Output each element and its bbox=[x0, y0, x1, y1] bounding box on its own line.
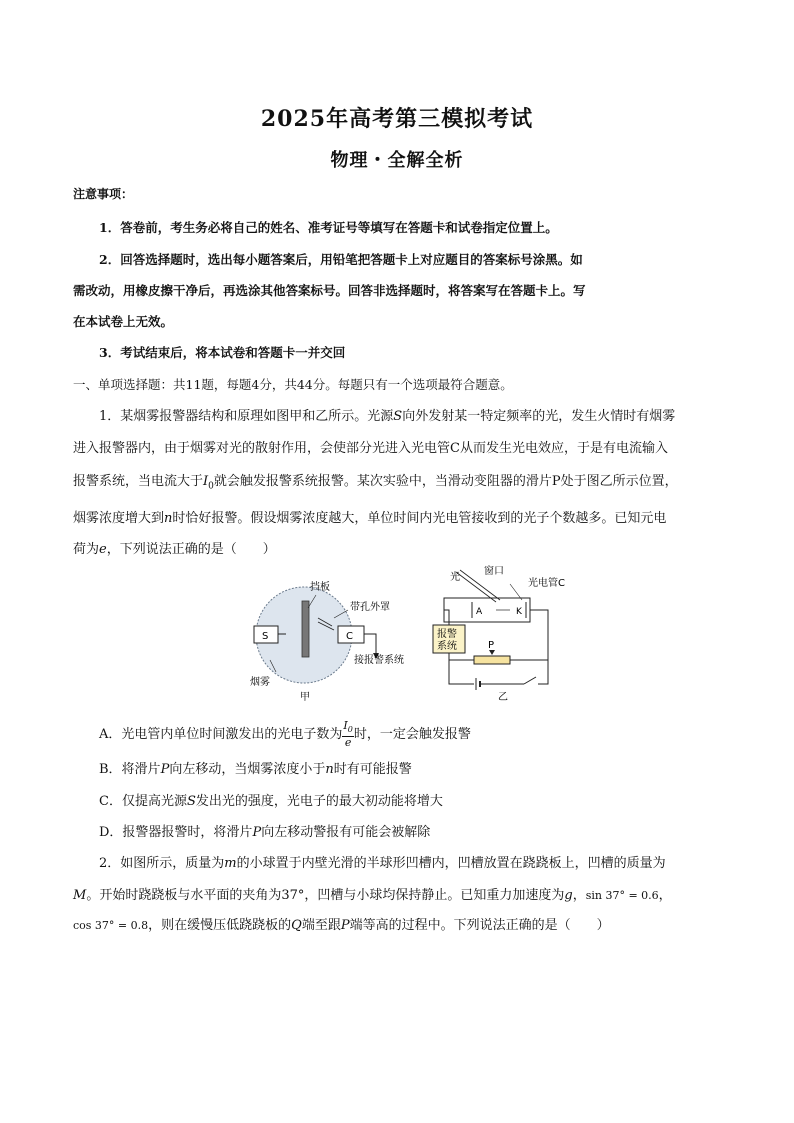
wire-bottom-left bbox=[449, 660, 474, 684]
section-heading: 一、单项选择题：共11题，每题4分，共44分。每题只有一个选项最符合题意。 bbox=[73, 377, 513, 392]
q2-line-3: cos 37° = 0.8，则在缓慢压低跷跷板的Q端至跟P端等高的过程中。下列说法正确的是（ ） bbox=[73, 918, 610, 933]
notice-item-2-line-3: 在本试卷上无效。 bbox=[73, 314, 174, 329]
alarm-label-1: 报警 bbox=[437, 629, 457, 640]
q1-option-a: A．光电管内单位时间激发出的光电子数为 $\frac{I_0}{e}$ 时，一定会触发报警 bbox=[99, 719, 471, 750]
cathode-label: K bbox=[516, 607, 522, 617]
figure-yi bbox=[433, 564, 565, 703]
switch-blade bbox=[524, 677, 536, 684]
caption-jia: 甲 bbox=[300, 692, 310, 703]
q1-line-4: 烟雾浓度增大到n时恰好报警。假设烟雾浓度越大，单位时间内光电管接收到的光子个数越多。已知元电 bbox=[73, 511, 667, 526]
q1-line-5: 荷为e，下列说法正确的是（ ） bbox=[73, 542, 276, 557]
q1-option-c: C．仅提高光源S发出光的强度，光电子的最大初动能将增大 bbox=[99, 794, 443, 809]
smoke-label: 烟雾 bbox=[250, 677, 270, 688]
figure-jia bbox=[250, 580, 404, 703]
window-label: 窗口 bbox=[484, 566, 504, 577]
alarm-lead-wire bbox=[364, 634, 376, 656]
to-alarm-label: 接报警系统 bbox=[354, 655, 404, 666]
q1-line-2: 进入报警器内，由于烟雾对光的散射作用，会使部分光进入光电管C从而发生光电效应，于是有电流输入 bbox=[73, 441, 668, 456]
q1-line-1: 1．某烟雾报警器结构和原理如图甲和乙所示。光源S向外发射某一特定频率的光，发生火情时有烟雾 bbox=[99, 409, 676, 424]
notice-item-2-line-2: 需改动，用橡皮擦干净后，再选涂其他答案标号。回答非选择题时，将答案写在答题卡上。写 bbox=[73, 283, 586, 298]
caption-yi: 乙 bbox=[498, 692, 508, 703]
notice-item-2-line-1: 2．回答选择题时，选出每小题答案后，用铅笔把答题卡上对应题目的答案标号涂黑。如 bbox=[99, 252, 583, 267]
tube-label: 光电管C bbox=[528, 578, 565, 589]
notice-item-1: 1．答卷前，考生务必将自己的姓名、准考证号等填写在答题卡和试卷指定位置上。 bbox=[99, 220, 558, 235]
notice-item-3: 3．考试结束后，将本试卷和答题卡一并交回 bbox=[99, 345, 346, 360]
page-subtitle: 物理・全解全析 bbox=[330, 150, 464, 171]
baffle-label: 挡板 bbox=[310, 582, 330, 593]
light-label: 光 bbox=[450, 572, 460, 583]
q2-line-1: 2．如图所示，质量为m的小球置于内壁光滑的半球形凹槽内，凹槽放置在跷跷板上，凹槽的质量为 bbox=[99, 856, 666, 871]
wire-bottom-right bbox=[538, 660, 548, 684]
q2-line-2: M。开始时跷跷板与水平面的夹角为37°，凹槽与小球均保持静止。已知重力加速度为g，sin 37° = 0.6， bbox=[73, 888, 672, 903]
source-s-label: S bbox=[262, 631, 269, 642]
q1-line-3: 报警系统，当电流大于$I_0$就会触发报警系统报警。某次实验中，当滑动变阻器的滑片P处于图乙所示位置， bbox=[73, 474, 678, 492]
notice-heading: 注意事项： bbox=[73, 187, 134, 201]
rheostat bbox=[474, 656, 510, 664]
alarm-label-2: 系统 bbox=[437, 641, 457, 652]
wire-alarm-bottom bbox=[449, 653, 474, 660]
q1-option-b: B．将滑片P向左移动，当烟雾浓度小于n时有可能报警 bbox=[99, 762, 412, 777]
slider-p-label: P bbox=[488, 640, 495, 651]
q1-figure bbox=[234, 560, 594, 705]
cover-label: 带孔外罩 bbox=[350, 602, 390, 613]
baffle-plate bbox=[302, 601, 309, 657]
q1-option-d: D．报警器报警时，将滑片P向左移动警报有可能会被解除 bbox=[99, 825, 431, 840]
page-title: 2025年高考第三模拟考试 bbox=[260, 106, 534, 132]
tube-c-label: C bbox=[346, 631, 353, 642]
anode-label: A bbox=[476, 607, 483, 617]
fraction-i0-over-e: $\frac{I_0}{e}$ bbox=[343, 719, 353, 750]
